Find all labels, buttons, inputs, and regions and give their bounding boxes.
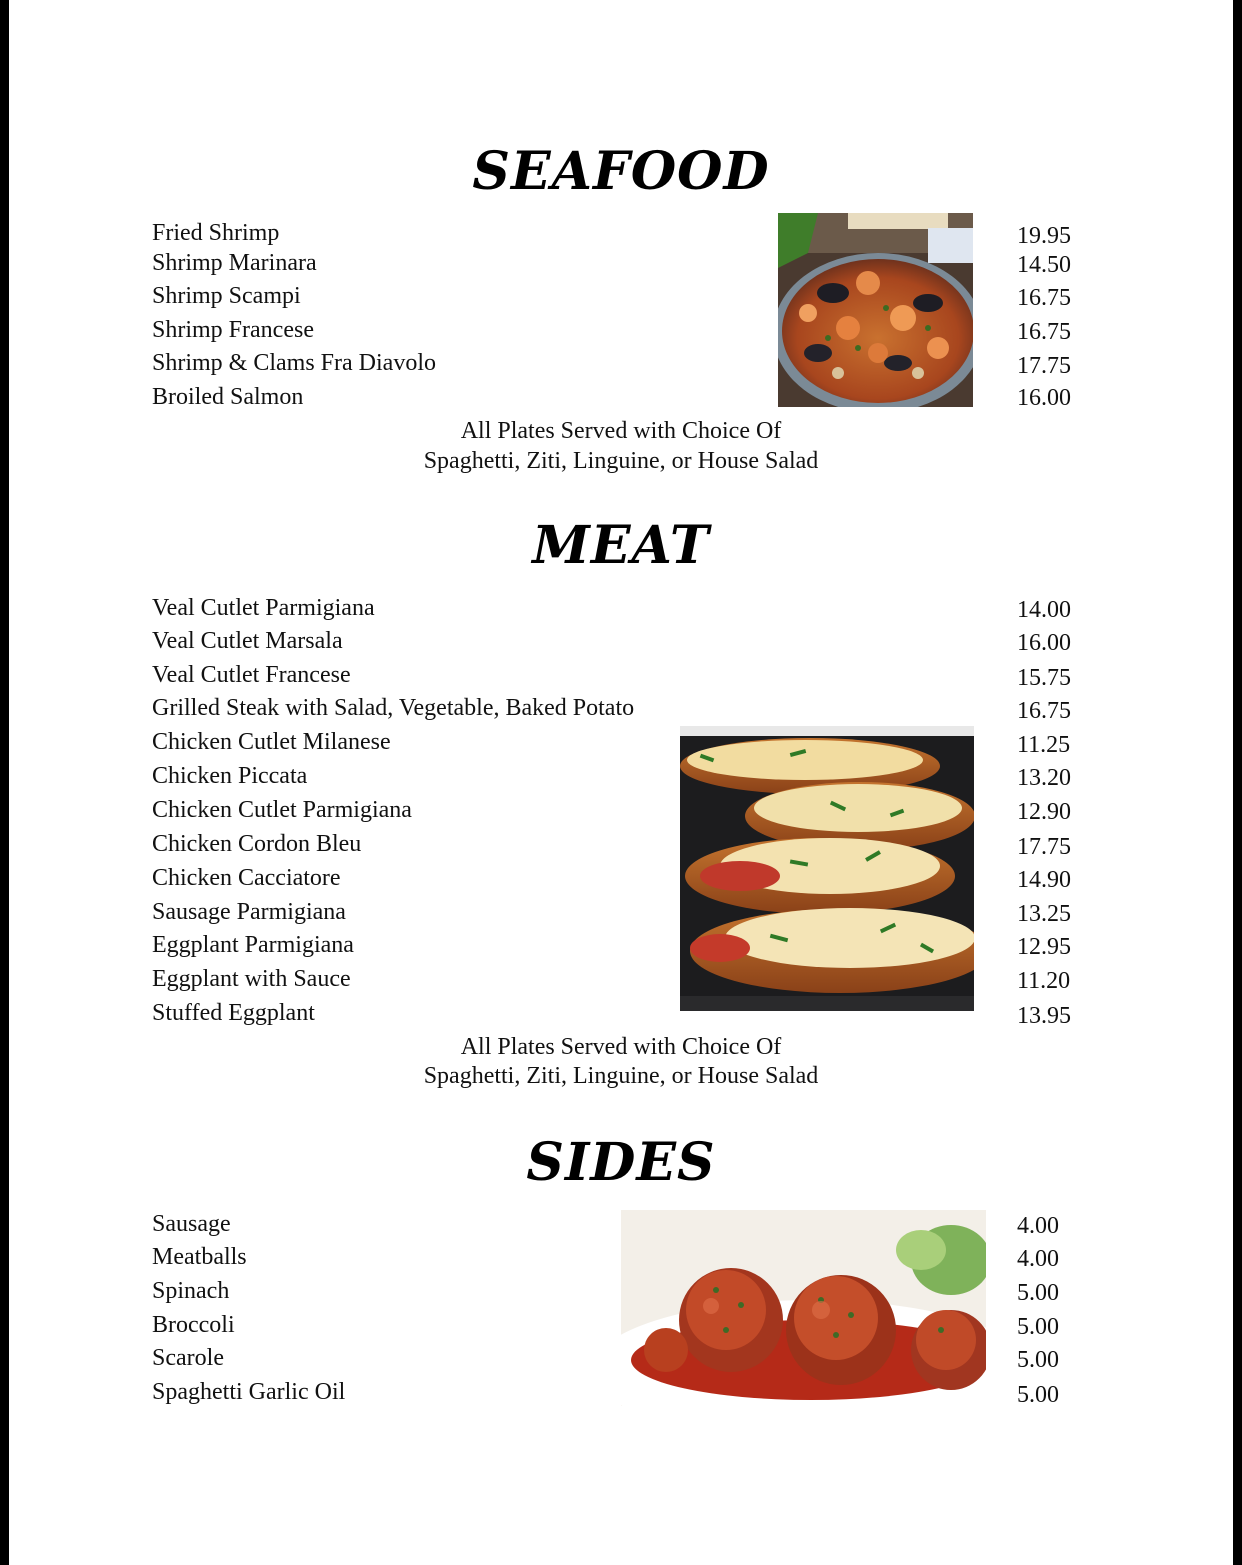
menu-item-price: 11.20 (1017, 968, 1071, 994)
menu-item-name: Broccoli (152, 1312, 235, 1338)
menu-item-name: Chicken Cacciatore (152, 865, 341, 891)
serving-note-line-2: Spaghetti, Ziti, Linguine, or House Salad (423, 448, 819, 474)
menu-item-price: 4.00 (1017, 1213, 1059, 1239)
menu-item-price: 5.00 (1017, 1347, 1059, 1373)
menu-item-price: 17.75 (1017, 834, 1071, 860)
menu-item-name: Spinach (152, 1278, 230, 1304)
menu-item-name: Shrimp Francese (152, 317, 314, 343)
menu-item-name: Broiled Salmon (152, 384, 304, 410)
sides-heading: SIDES (526, 1132, 716, 1193)
menu-item-name: Eggplant Parmigiana (152, 932, 354, 958)
menu-item-price: 14.00 (1017, 597, 1071, 623)
menu-item-price: 14.50 (1017, 252, 1071, 278)
seafood-heading: SEAFOOD (472, 141, 770, 202)
menu-item-name: Sausage (152, 1211, 231, 1237)
menu-item-price: 4.00 (1017, 1246, 1059, 1272)
serving-note-line-2: Spaghetti, Ziti, Linguine, or House Salad (423, 1063, 819, 1089)
menu-item-name: Eggplant with Sauce (152, 966, 351, 992)
menu-item-price: 19.95 (1017, 223, 1071, 249)
menu-item-price: 17.75 (1017, 353, 1071, 379)
menu-page (9, 0, 1233, 1565)
menu-item-name: Veal Cutlet Parmigiana (152, 595, 375, 621)
chicken-parmigiana-photo (680, 726, 974, 1011)
seafood-pasta-photo (778, 213, 973, 407)
menu-item-name: Shrimp & Clams Fra Diavolo (152, 350, 436, 376)
menu-item-name: Chicken Cordon Bleu (152, 831, 362, 857)
meatballs-photo (621, 1210, 986, 1406)
menu-item-name: Chicken Cutlet Parmigiana (152, 797, 412, 823)
menu-item-name: Shrimp Scampi (152, 283, 301, 309)
menu-item-price: 16.00 (1017, 630, 1071, 656)
serving-note-line-1: All Plates Served with Choice Of (460, 418, 782, 444)
serving-note-line-1: All Plates Served with Choice Of (460, 1034, 782, 1060)
menu-item-price: 15.75 (1017, 665, 1071, 691)
menu-item-price: 13.20 (1017, 765, 1071, 791)
menu-item-name: Spaghetti Garlic Oil (152, 1379, 346, 1405)
menu-item-name: Chicken Cutlet Milanese (152, 729, 391, 755)
menu-item-name: Fried Shrimp (152, 220, 280, 246)
menu-item-price: 14.90 (1017, 867, 1071, 893)
menu-item-price: 13.25 (1017, 901, 1071, 927)
menu-item-name: Meatballs (152, 1244, 247, 1270)
menu-item-price: 11.25 (1017, 732, 1071, 758)
menu-item-name: Shrimp Marinara (152, 250, 317, 276)
menu-item-name: Grilled Steak with Salad, Vegetable, Baked Potato (152, 695, 635, 721)
menu-item-price: 12.95 (1017, 934, 1071, 960)
menu-item-price: 5.00 (1017, 1382, 1059, 1408)
menu-item-name: Veal Cutlet Francese (152, 662, 351, 688)
menu-item-price: 12.90 (1017, 799, 1071, 825)
menu-item-price: 5.00 (1017, 1314, 1059, 1340)
menu-item-price: 16.00 (1017, 385, 1071, 411)
menu-item-price: 5.00 (1017, 1280, 1059, 1306)
menu-item-price: 13.95 (1017, 1003, 1071, 1029)
menu-item-name: Veal Cutlet Marsala (152, 628, 343, 654)
menu-item-name: Sausage Parmigiana (152, 899, 346, 925)
menu-item-price: 16.75 (1017, 319, 1071, 345)
menu-item-name: Scarole (152, 1345, 224, 1371)
menu-item-name: Chicken Piccata (152, 763, 308, 789)
menu-item-price: 16.75 (1017, 698, 1071, 724)
menu-item-name: Stuffed Eggplant (152, 1000, 315, 1026)
menu-item-price: 16.75 (1017, 285, 1071, 311)
meat-heading: MEAT (532, 515, 710, 576)
